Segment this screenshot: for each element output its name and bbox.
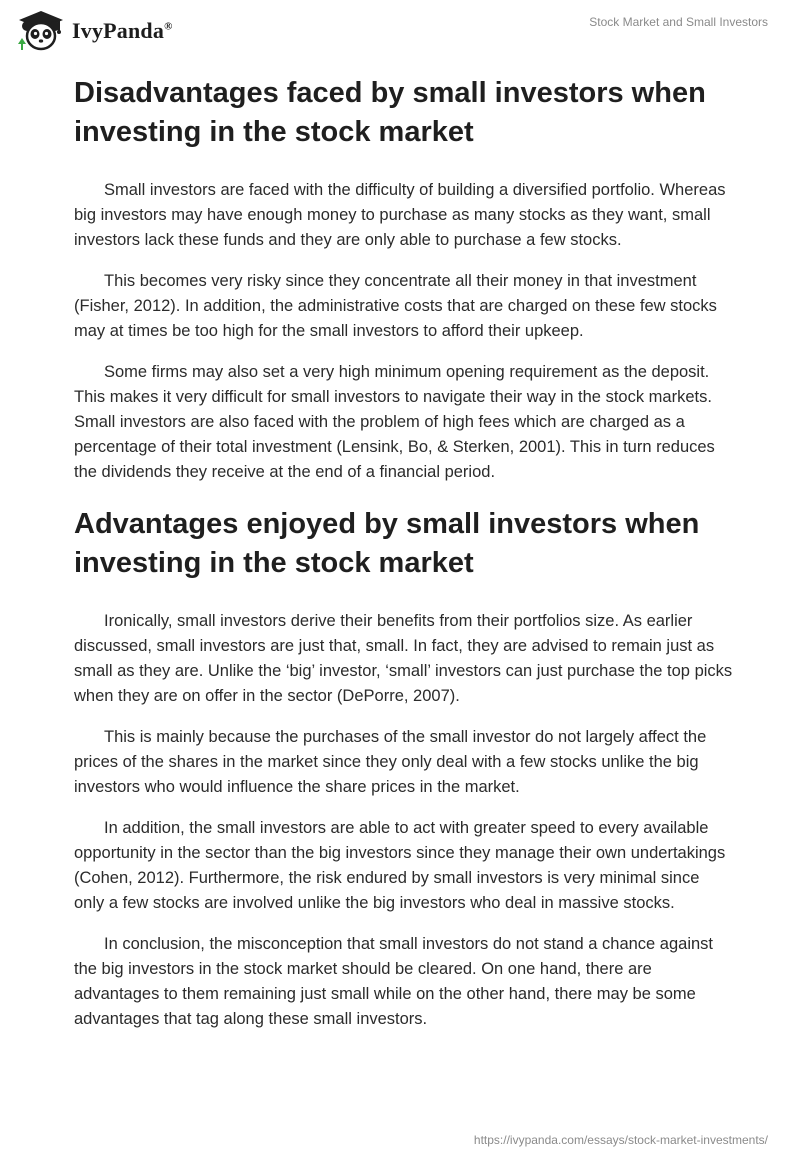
section-heading-advantages: Advantages enjoyed by small investors when investing in the stock market: [74, 508, 700, 579]
ivypanda-logo[interactable]: [16, 10, 173, 52]
running-title: Stock Market and Small Investors: [589, 15, 768, 29]
panda-mascot-icon: [16, 10, 66, 52]
paragraph: Small investors are faced with the difficulty of building a diversified portfolio. Whereas big investors may have enough money to purchase as many stocks as they want, small investors lack these funds and they are only able to purchase a few stocks.: [74, 181, 726, 249]
section-heading-disadvantages: Disadvantages faced by small investors when investing in the stock market: [74, 77, 706, 148]
paragraph: Some firms may also set a very high minimum opening requirement as the deposit. This makes it very difficult for small investors to navigate their way in the stock markets. Small investors are also faced with the problem of high fees which are charged as a percentage of their total investment (Lensink, Bo, & Sterken, 2001). This in turn reduces the dividends they receive at the end of a financial period.: [74, 363, 715, 481]
page-header: [0, 0, 800, 70]
paragraph: This is mainly because the purchases of the small investor do not largely affect the prices of the shares in the market since they only deal with a few stocks unlike the big investors who would influence the share prices in the market.: [74, 728, 707, 796]
source-url-link[interactable]: https://ivypanda.com/essays/stock-market-investments/: [473, 1133, 768, 1147]
paragraph: In conclusion, the misconception that small investors do not stand a chance against the big investors in the stock market should be cleared. On one hand, there are advantages to them remaining just small while on the other hand, there may be some advantages that tag along these small investors.: [74, 935, 714, 1028]
paragraph: This becomes very risky since they concentrate all their money in that investment (Fisher, 2012). In addition, the administrative costs that are charged on these few stocks may at times be too high for the small investors to afford their upkeep.: [74, 272, 717, 340]
paragraph: Ironically, small investors derive their benefits from their portfolios size. As earlier discussed, small investors are just that, small. In fact, they are advised to remain just as small as they are. Unlike the ‘big’ investor, ‘small’ investors can just purchase the top picks when they are on offer in the sector (DePorre, 2007).: [74, 612, 733, 705]
paragraph: In addition, the small investors are able to act with greater speed to every available opportunity in the sector than the big investors since they manage their own undertakings (Cohen, 2012). Furthermore, the risk endured by small investors is very minimal since only a few stocks are involved unlike the big investors who deal in massive stocks.: [74, 819, 726, 912]
brand-name: IvyPanda®: [72, 18, 173, 43]
essay-body: [74, 74, 734, 1032]
